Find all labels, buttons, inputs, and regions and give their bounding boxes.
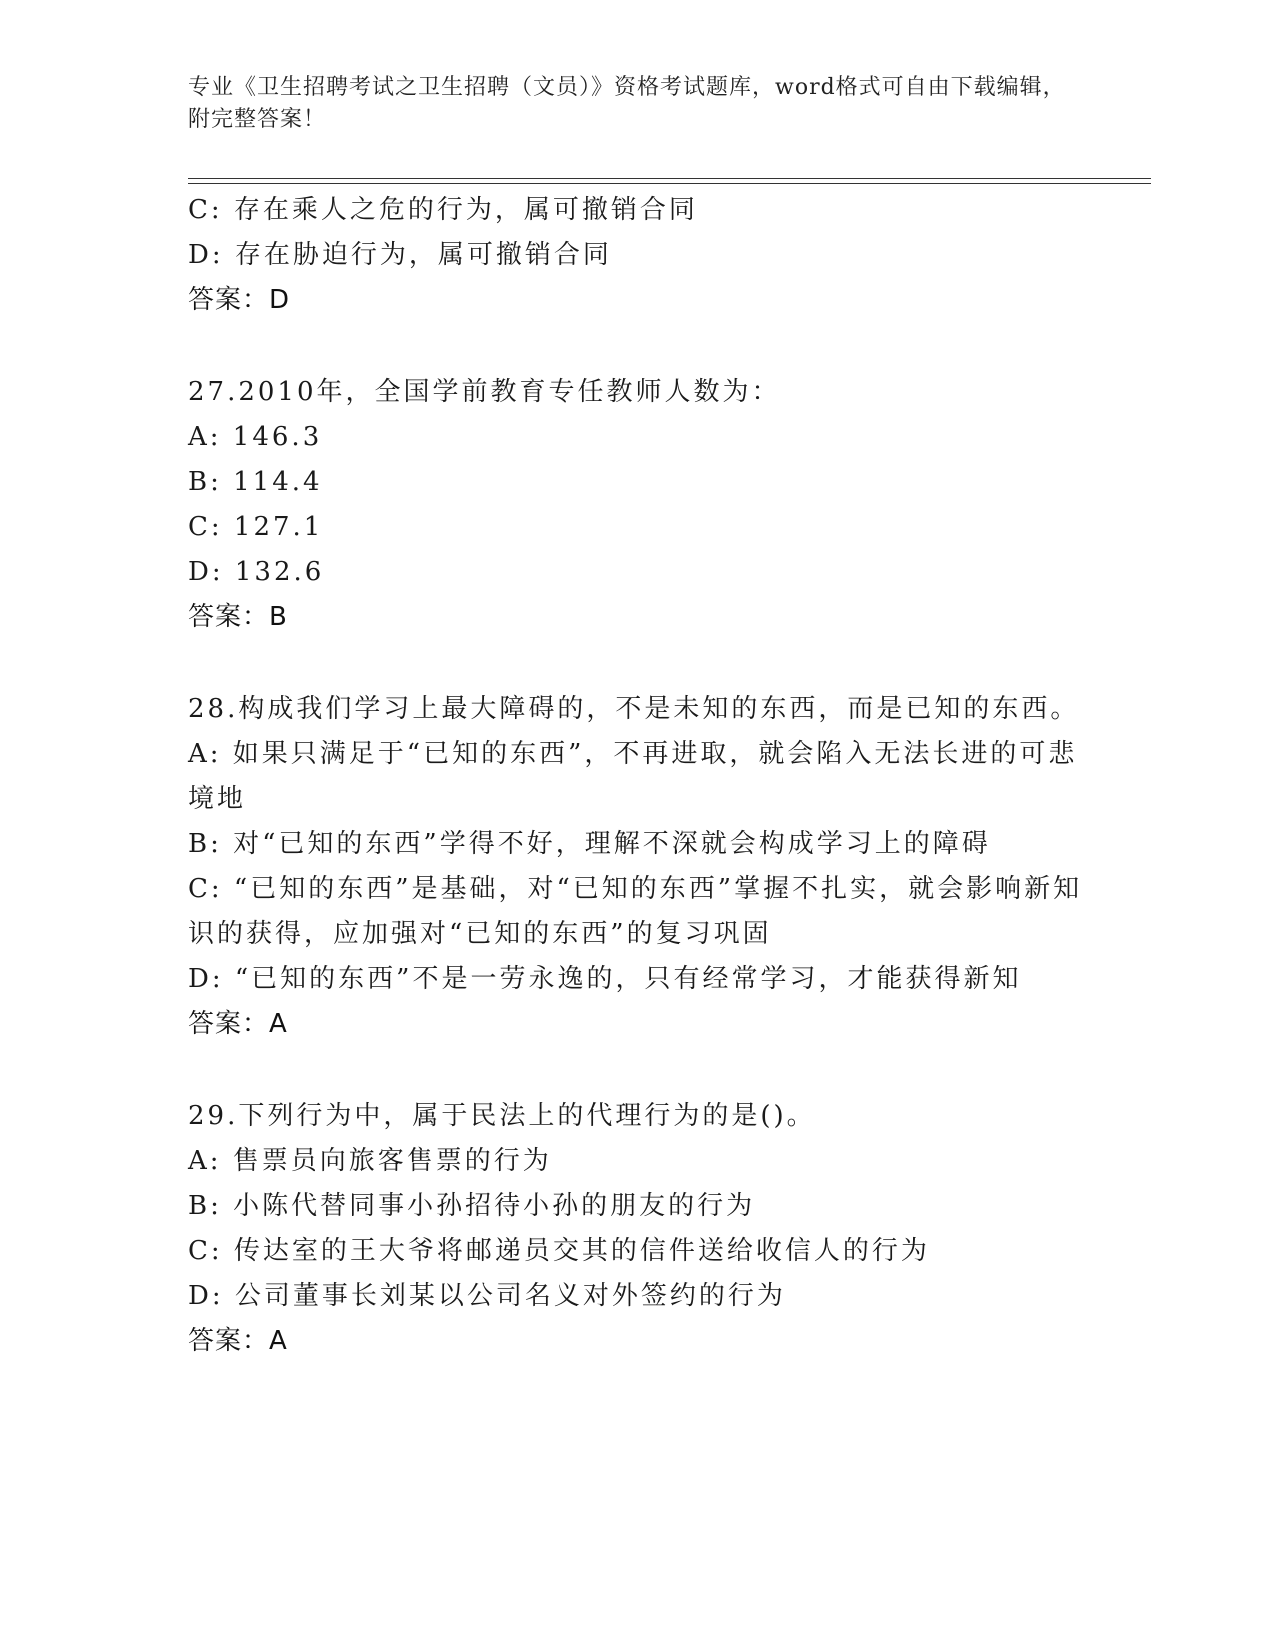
option-a: A: 售票员向旅客售票的行为 xyxy=(188,1146,552,1176)
option-b: B: 小陈代替同事小孙招待小孙的朋友的行为 xyxy=(188,1191,756,1221)
option-c: C: 传达室的王大爷将邮递员交其的信件送给收信人的行为 xyxy=(188,1236,930,1266)
answer-line: 答案：D xyxy=(188,285,291,315)
block-spacer xyxy=(188,1047,1088,1094)
question-text: 28.构成我们学习上最大障碍的，不是未知的东西，而是已知的东西。 xyxy=(188,694,1080,724)
header-rule-bottom xyxy=(188,183,1151,184)
option-d: D: 存在胁迫行为，属可撤销合同 xyxy=(188,240,612,270)
option-c: C: 127.1 xyxy=(188,512,324,542)
question-block xyxy=(188,370,1088,640)
question-text: 27.2010年，全国学前教育专任教师人数为： xyxy=(188,377,781,407)
option-c: C: 存在乘人之危的行为，属可撤销合同 xyxy=(188,195,698,225)
question-text: 29.下列行为中，属于民法上的代理行为的是()。 xyxy=(188,1101,816,1131)
option-d: D: 132.6 xyxy=(188,557,325,587)
option-c: C: “已知的东西”是基础，对“已知的东西”掌握不扎实，就会影响新知识的获得，应加强对“已知的东西”的复习巩固 xyxy=(188,874,1083,949)
answer-line: 答案：A xyxy=(188,1009,288,1039)
option-d: D: 公司董事长刘某以公司名义对外签约的行为 xyxy=(188,1281,786,1311)
question-block xyxy=(188,687,1088,1047)
question-list xyxy=(188,188,1088,1364)
option-a: A: 146.3 xyxy=(188,422,323,452)
question-block xyxy=(188,188,1088,323)
option-a: A: 如果只满足于“已知的东西”，不再进取，就会陷入无法长进的可悲境地 xyxy=(188,739,1078,814)
block-spacer xyxy=(188,640,1088,687)
block-spacer xyxy=(188,323,1088,370)
header-note: 专业《卫生招聘考试之卫生招聘（文员）》资格考试题库，word格式可自由下载编辑，附完整答案！ xyxy=(188,75,1066,132)
answer-line: 答案：B xyxy=(188,602,288,632)
answer-line: 答案：A xyxy=(188,1326,288,1356)
option-b: B: 对“已知的东西”学得不好，理解不深就会构成学习上的障碍 xyxy=(188,829,991,859)
option-b: B: 114.4 xyxy=(188,467,323,497)
option-d: D: “已知的东西”不是一劳永逸的，只有经常学习，才能获得新知 xyxy=(188,964,1022,994)
header-rule-top xyxy=(188,178,1151,179)
question-block xyxy=(188,1094,1088,1364)
